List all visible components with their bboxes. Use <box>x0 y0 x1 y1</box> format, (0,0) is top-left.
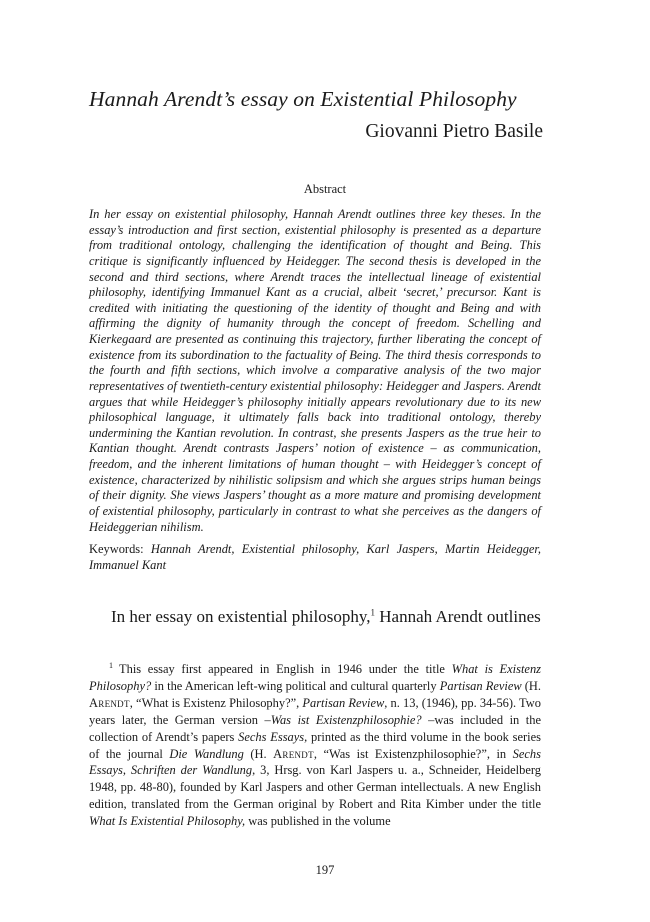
footnote-italic: Partisan Review <box>302 695 385 710</box>
footnote-text: , “Was ist Existenzphilosophie?”, in <box>313 746 513 761</box>
footnote-text: (H. <box>243 746 274 761</box>
body-first-line <box>89 605 541 629</box>
footnote-text: –was included in the collection of Arendt’s papers <box>89 712 541 744</box>
footnote-text: (H. <box>521 678 542 693</box>
abstract-text: In her essay on existential philosophy, Hannah Arendt outlines three key theses. In the essay’s introduction and first section, existential philosophy is presented as a departure from traditional ontology, challenging the identification of thought and Being. This critique is significantly influenced by Heidegger. The second thesis is developed in the second and third sections, where Arendt traces the intellectual lineage of existential philosophy, identifying Immanuel Kant as a crucial, albeit ‘secret,’ precursor. Kant is credited with initiating the questioning of the identity of thought and Being and with affirming the dignity of humanity through the concept of freedom. Schelling and Kierkegaard are presented as continuing this trajectory, further liberating the concept of existence from its subordination to the factuality of Being. The third thesis corresponds to the fourth and fifth sections, which involve a comparative analysis of the two major representatives of twentieth-century existential philosophy: Heidegger and Jaspers. Arendt argues that while Heidegger’s philosophy initially appears revolutionary due to its new philosophical language, it ultimately falls back into traditional ontology, thereby undermining the Kantian revolution. In contrast, she presents Jaspers as the true heir to Kantian thought. Arendt contrasts Jaspers’ notion of existence – as communication, freedom, and the inherent limitations of human thought – with Heidegger’s concept of existence, characterized by nihilistic solipsism and which she argues strips human beings of their dignity. She views Jaspers’ thought as a more mature and promising development of existential philosophy, particularly in contrast to what she perceives as the dangers of Heideggerian nihilism. <box>89 207 541 534</box>
body-text-start: In her essay on existential philosophy, <box>111 607 371 626</box>
footnote-italic: What is Existenz Philosophy? <box>89 662 541 693</box>
footnote-text: printed as the third volume in the book series of the journal <box>89 729 541 761</box>
page-number: 197 <box>315 863 335 877</box>
footnote-text: in the American left-wing political and cultural quarterly <box>151 678 440 693</box>
footnote-italic: Was ist Existenzphilosophie? <box>270 712 422 727</box>
body-text-end: Hannah Arendt outlines <box>375 607 541 626</box>
footnote-italic: Partisan Review <box>439 678 522 693</box>
footnote-italic: Sechs Essays, Schriften der Wandlung <box>89 746 541 778</box>
footnote-italic: Sechs Essays, <box>238 729 308 744</box>
footnote-number: 1 <box>109 660 113 670</box>
footnote-text: This essay first appeared in English in 1946 under the title <box>119 662 452 676</box>
footnote-text: , 3, Hrsg. von Karl Jaspers u. a., Schneider, Heidelberg 1948, pp. 48-80), founded by Karl Jaspers and other German intellectuals. A new English edition, translated from the German original by Robert and Rita Kimber under the title <box>89 763 541 812</box>
footnote-reference[interactable]: 1 <box>370 607 376 618</box>
footnote-author-smallcaps: Arendt <box>89 695 130 710</box>
footnote-text: was published in the volume <box>245 814 391 829</box>
keywords-line <box>89 541 541 573</box>
footnote-italic: What Is Existential Philosophy, <box>89 814 246 829</box>
footnote-text: , n. 13, (1946), pp. 34-56). Two years later, the German version – <box>89 695 541 727</box>
footnote-italic: Die Wandlung <box>169 746 244 761</box>
article-author: Giovanni Pietro Basile <box>365 121 543 142</box>
footnote-text: , “What is Existenz Philosophy?”, <box>129 695 303 710</box>
keywords-label: Keywords: <box>89 542 144 556</box>
abstract-heading: Abstract <box>303 182 347 196</box>
article-title: Hannah Arendt’s essay on Existential Philosophy <box>89 87 517 111</box>
keywords-terms: Hannah Arendt, Existential philosophy, Karl Jaspers, Martin Heidegger, Immanuel Kant <box>89 542 542 572</box>
footnote-author-smallcaps: Arendt <box>273 746 314 761</box>
footnote <box>89 661 541 830</box>
